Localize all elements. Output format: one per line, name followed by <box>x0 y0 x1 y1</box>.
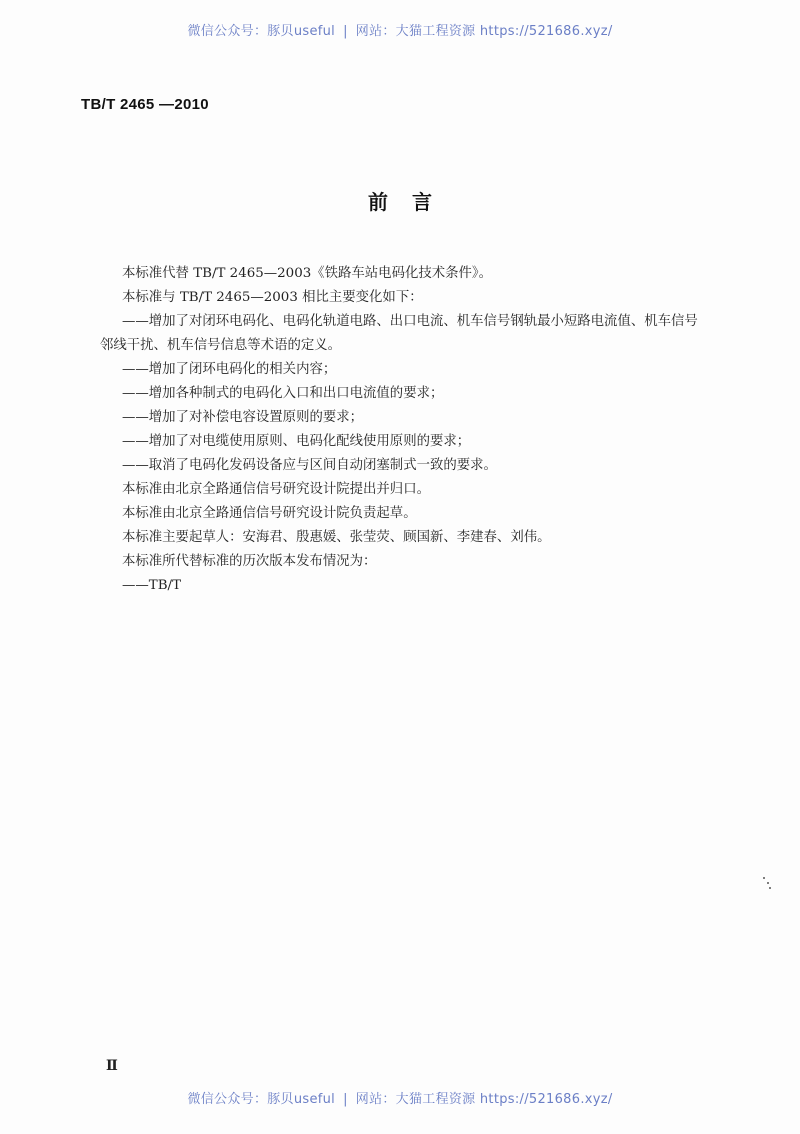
document-code: TB/T 2465 —2010 <box>81 96 209 113</box>
watermark-site: 网站：大猫工程资源 https://521686.xyz/ <box>355 24 613 39</box>
watermark-site: 网站：大猫工程资源 https://521686.xyz/ <box>355 1092 613 1107</box>
list-item-current-values: ——增加各种制式的电码化入口和出口电流值的要求； <box>122 386 444 401</box>
watermark-wechat: 微信公众号：豚贝useful <box>187 24 336 39</box>
watermark-wechat: 微信公众号：豚贝useful <box>187 1092 336 1107</box>
watermark-separator: | <box>343 1092 348 1107</box>
paragraph-changes-intro: 本标准与 TB/T 2465—2003 相比主要变化如下： <box>122 290 423 305</box>
list-item-capacitor: ——增加了对补偿电容设置原则的要求； <box>122 410 364 425</box>
paragraph-history: 本标准所代替标准的历次版本发布情况为： <box>122 554 377 569</box>
list-item-closed-loop: ——增加了闭环电码化的相关内容； <box>122 362 337 377</box>
page-title: 前言 <box>368 190 456 214</box>
foreword-body <box>100 262 740 598</box>
list-item-cable: ——增加了对电缆使用原则、电码化配线使用原则的要求； <box>122 434 471 449</box>
watermark-separator: | <box>343 24 348 39</box>
paragraph-replaces: 本标准代替 TB/T 2465—2003《铁路车站电码化技术条件》。 <box>122 266 492 281</box>
list-item-terms: ——增加了对闭环电码化、电码化轨道电路、出口电流、机车信号钢轨最小短路电流值、机车信号 <box>122 314 698 329</box>
paragraph-drafter: 本标准由北京全路通信信号研究设计院负责起草。 <box>122 506 417 521</box>
scan-speck <box>762 876 772 890</box>
watermark-bottom <box>0 1088 800 1107</box>
watermark-top <box>0 20 800 39</box>
list-item-history: ——TB/T <box>122 578 181 593</box>
paragraph-authors: 本标准主要起草人：安海君、殷惠媛、张莹荧、顾国新、李建春、刘伟。 <box>122 530 551 545</box>
paragraph-proposer: 本标准由北京全路通信信号研究设计院提出并归口。 <box>122 482 430 497</box>
page-number: Ⅱ <box>106 1058 118 1074</box>
list-item-removed: ——取消了电码化发码设备应与区间自动闭塞制式一致的要求。 <box>122 458 497 473</box>
list-item-terms-cont: 邻线干扰、机车信号信息等术语的定义。 <box>100 338 342 353</box>
